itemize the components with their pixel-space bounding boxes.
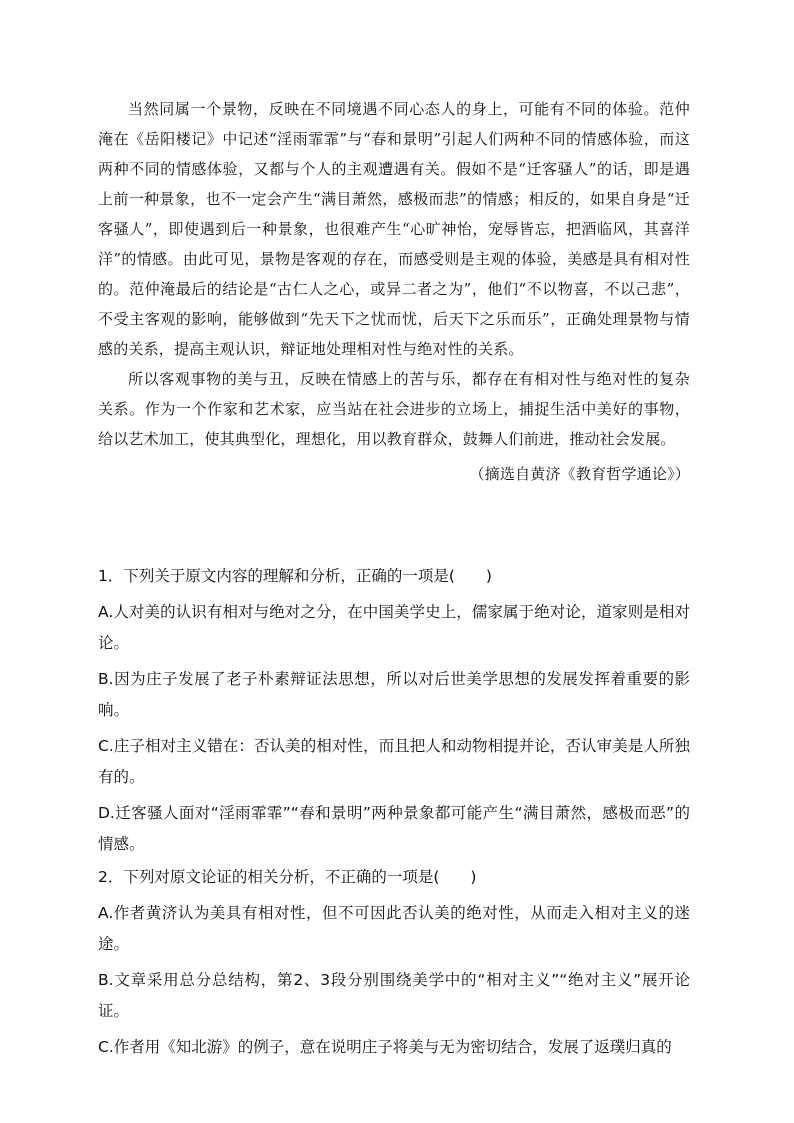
passage-paragraph-1: 当然同属一个景物，反映在不同境遇不同心态人的身上，可能有不同的体验。范仲淹在《岳阳楼记》中记述“淫雨霏霏”与“春和景明”引起人们两种不同的情感体验，而这两种不同的情感体验，又都与个人的主观遭遇有关。假如不是“迁客骚人”的话，即是遇上前一种景象，也不一定会产生“满目萧然，感极而悲”的情感；相反的，如果自身是“迁客骚人”，即使遇到后一种景象，也很难产生“心旷神怡，宠辱皆忘，把酒临风，其喜洋洋”的情感。由此可见，景物是客观的存在，而感受则是主观的体验，美感是具有相对性的。范仲淹最后的结论是“古仁人之心，或异二者之为”，他们“不以物喜，不以己悲”，不受主客观的影响，能够做到“先天下之忧而忧，后天下之乐而乐”，正确处理景物与情感的关系，提高主观认识，辩证地处理相对性与绝对性的关系。 [98,100,690,358]
question-1-option-d: D.迁客骚人面对“淫雨霏霏”“春和景明”两种景象都可能产生“满目萧然，感极而恶”的情感。 [98,804,690,853]
passage-source: （摘选自黄济《教育哲学通论》） [469,465,690,483]
reading-passage [98,94,690,489]
question-2 [98,862,690,1063]
question-1-option-c: C.庄子相对主义错在：否认美的相对性，而且把人和动物相提并论，否认审美是人所独有的。 [98,737,690,786]
question-2-option-c: C.作者用《知北游》的例子，意在说明庄子将美与无为密切结合，发展了返璞归真的 [98,1038,672,1056]
question-list [98,561,690,1065]
question-1-option-b: B.因为庄子发展了老子朴素辩证法思想，所以对后世美学思想的发展发挥着重要的影响。 [98,670,690,719]
question-2-option-b: B.文章采用总分总结构，第2、3段分别围绕美学中的“相对主义”“绝对主义”展开论证。 [98,971,690,1020]
question-1 [98,561,690,860]
question-2-stem: 2．下列对原文论证的相关分析，不正确的一项是( ) [98,868,477,886]
question-1-option-a: A.人对美的认识有相对与绝对之分，在中国美学史上，儒家属于绝对论，道家则是相对论。 [98,603,690,652]
passage-paragraph-2: 所以客观事物的美与丑，反映在情感上的苦与乐，都存在有相对性与绝对性的复杂关系。作为一个作家和艺术家，应当站在社会进步的立场上，捕捉生活中美好的事物，给以艺术加工，使其典型化，理想化，用以教育群众，鼓舞人们前进，推动社会发展。 [98,370,690,448]
question-2-option-a: A.作者黄济认为美具有相对性，但不可因此否认美的绝对性，从而走入相对主义的迷途。 [98,904,690,953]
question-1-stem: 1．下列关于原文内容的理解和分析，正确的一项是( ) [98,567,492,585]
